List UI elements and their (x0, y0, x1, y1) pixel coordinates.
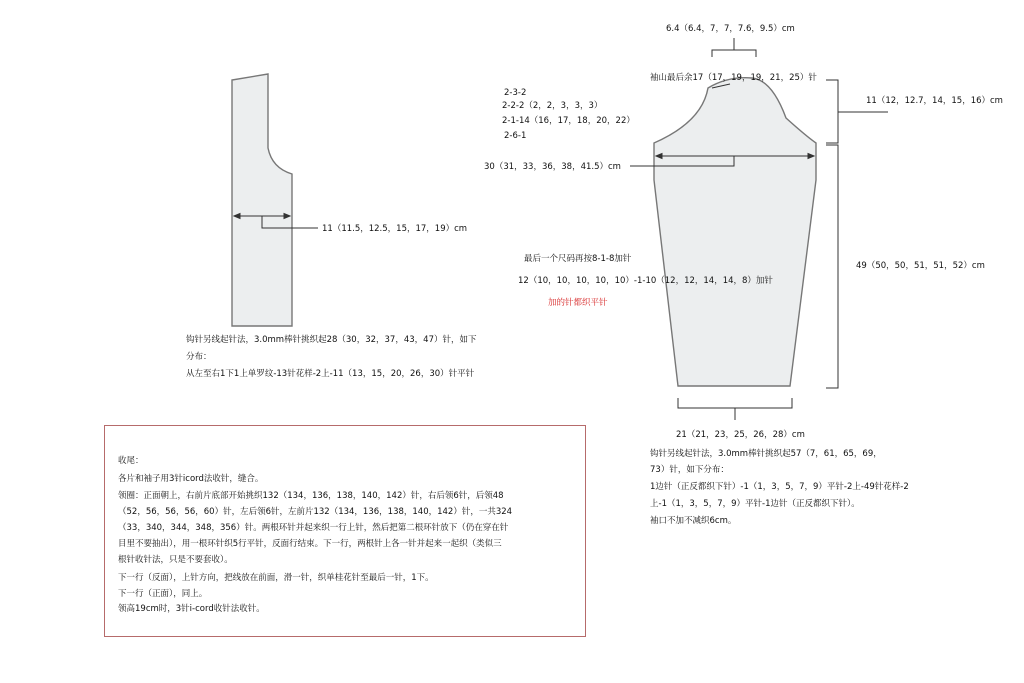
finishing-line-8: 下一行（反面），上针方向，把线放在前面，滑一针，织单桂花针至最后一针，1下。 (118, 573, 434, 583)
finishing-line-5: （33，340，344，348，356）针。两根环针并起来织一行上针，然后把第二根环针放下（仍在穿在针 (118, 523, 509, 533)
finishing-line-2: 各片和袖子用3针icord法收针，缝合。 (118, 474, 264, 484)
sleeve-increase-note: 最后一个尺码再按8-1-8加针 (524, 254, 632, 264)
sleeve-top-width-arrow (712, 38, 756, 57)
sleeve-increase-note-red: 加的针都织平针 (548, 298, 608, 308)
sleeve-cuff-width-label: 21（21，23，25，26，28）cm (676, 430, 805, 440)
front-instruction-3: 从左至右1下1上单罗纹-13针花样-2上-11（13，15，20，26，30）针平针 (186, 369, 475, 379)
sleeve-upper-width-label: 30（31，33，36，38，41.5）cm (484, 162, 621, 172)
cap-decrease-4: 2-6-1 (504, 131, 527, 141)
sleeve-top-width-label: 6.4（6.4，7，7，7.6，9.5）cm (666, 24, 795, 34)
cap-decrease-1: 2-3-2 (504, 88, 527, 98)
front-instruction-1: 钩针另线起针法，3.0mm棒针挑织起28（30，32，37，43，47）针，如下 (186, 335, 477, 345)
sleeve-cap-height-label: 11（12，12.7，14，15，16）cm (866, 96, 1003, 106)
sleeve-instruction-4: 上-1（1，3，5，7，9）平针-1边针（正反都织下针）。 (650, 499, 860, 509)
sleeve-cap-height-bracket (826, 80, 888, 143)
finishing-line-4: （52，56，56，56，60）针，左后领6针，左前片132（134，136，138，140，142）针，一共324 (118, 507, 513, 517)
sleeve-instruction-2: 73）针，如下分布： (650, 465, 729, 475)
sleeve-outline (654, 78, 816, 386)
finishing-line-10: 领高19cm时，3针i-cord收针法收针。 (118, 604, 265, 614)
finishing-line-3: 领圈：正面朝上，右前片底部开始挑织132（134，136，138，140，142）针，右后领6针，后领48 (118, 491, 504, 501)
sleeve-instruction-3: 1边针（正反都织下针）-1（1，3，5，7，9）平针-2上-49针花样-2 (650, 482, 909, 492)
cap-decrease-2: 2-2-2（2，2，3，3，3） (502, 101, 603, 111)
sleeve-length-bracket (826, 145, 838, 388)
finishing-line-6: 目里不要抽出），用一根环针织5行平针，反面行结束。下一行，两根针上各一针并起来一起织（类似三 (118, 539, 502, 549)
front-width-label: 11（11.5，12.5，15，17，19）cm (322, 224, 468, 234)
sleeve-instruction-1: 钩针另线起针法，3.0mm棒针挑织起57（7，61，65，69， (650, 449, 882, 459)
sleeve-length-label: 49（50，50，51，51，52）cm (856, 261, 985, 271)
sleeve-instruction-5: 袖口不加不减织6cm。 (650, 516, 737, 526)
sleeve-cuff-width-bracket (678, 398, 792, 420)
finishing-line-9: 下一行（正面），同上。 (118, 589, 208, 599)
cap-decrease-3: 2-1-14（16，17，18，20，22） (502, 116, 635, 126)
finishing-line-1: 收尾： (118, 456, 144, 466)
sleeve-cap-remaining-label: 袖山最后余17（17，19，19，21，25）针 (650, 73, 817, 83)
sleeve-increase-rule: 12（10，10，10，10，10）-1-10（12，12，14，14，8）加针 (518, 276, 773, 286)
front-instruction-2: 分布： (186, 352, 212, 362)
finishing-line-7: 根针收针法，只是不要套收）。 (118, 555, 233, 565)
front-piece-outline (232, 74, 292, 326)
